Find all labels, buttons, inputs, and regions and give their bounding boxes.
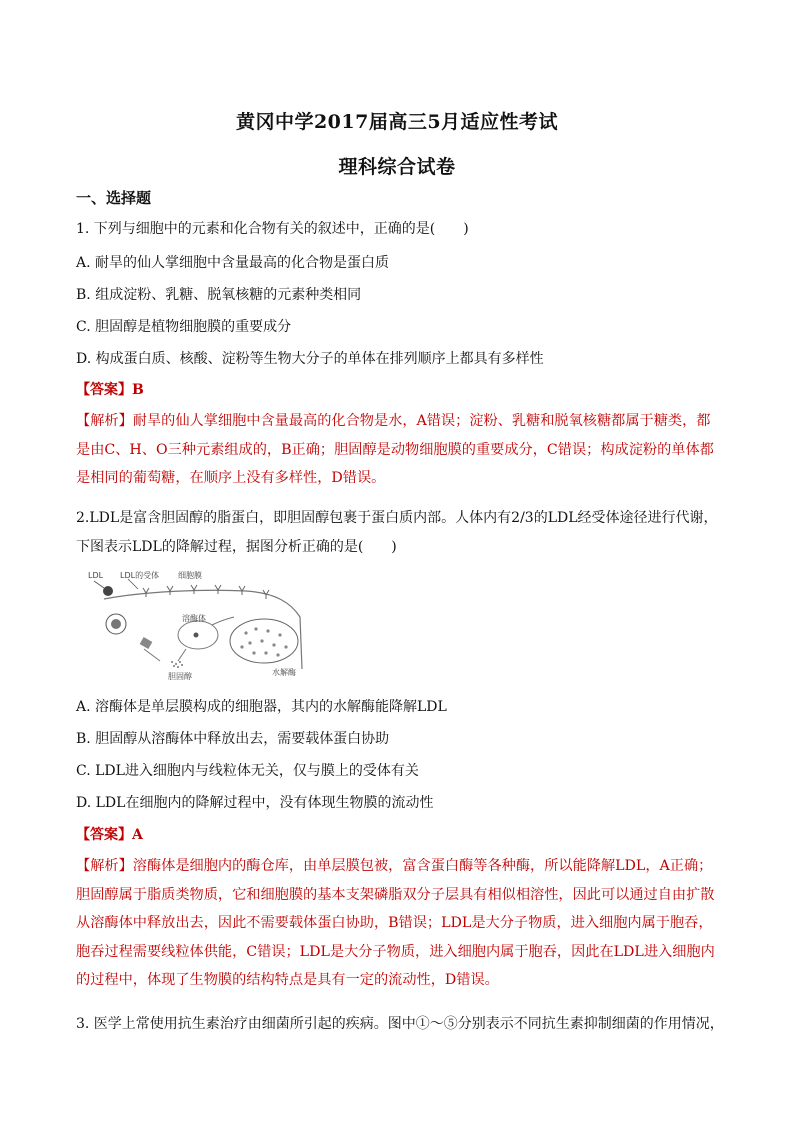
cell-membrane-line: [104, 590, 302, 669]
ldl-particle: [103, 586, 113, 596]
lysosome-dot: [194, 633, 199, 638]
enzyme-dots: [240, 627, 287, 656]
exam-title: 黄冈中学2017届高三5月适应性考试: [235, 111, 559, 133]
small-vesicle: [140, 637, 153, 649]
q2-explanation: 【解析】溶酶体是细胞内的酶仓库，由单层膜包被，富含蛋白酶等各种酶，所以能降解LDL，A正确；胆固醇属于脂质类物质，它和细胞膜的基本支架磷脂双分子层具有相似相溶性，因此可以通过自由扩散从溶酶体中释放出去，因此不需要载体蛋白协助，B错误；LDL是大分子物质，进入细胞内属于胞吞，胞吞过程需要线粒体供能，C错误；LDL是大分子物质，进入细胞内属于胞吞，因此在LDL进入细胞内的过程中，体现了生物膜的结构特点是具有一定的流动性，D错误。: [76, 858, 715, 989]
q1-explanation: 【解析】耐旱的仙人掌细胞中含量最高的化合物是水，A错误；淀粉、乳糖和脱氧核糖都属于糖类，都是由C、H、O三种元素组成的，B正确；胆固醇是动物细胞膜的重要成分，C错误；构成淀粉的单体都是相同的葡萄糖，在顺序上没有多样性，D错误。: [76, 413, 714, 487]
exam-subtitle: 理科综合试卷: [338, 156, 456, 178]
q1-stem: 1. 下列与细胞中的元素和化合物有关的叙述中，正确的是( ): [76, 221, 469, 237]
ldl-degradation-figure: [86, 569, 318, 681]
receptor-pointer: [128, 579, 138, 589]
vesicle-core: [111, 619, 121, 629]
cholesterol-dots: [171, 661, 183, 668]
arrow-line: [144, 649, 160, 661]
q2-option-a: A. 溶酶体是单层膜构成的细胞器，其内的水解酶能降解LDL: [76, 699, 447, 715]
q2-answer: 【答案】A: [76, 827, 143, 843]
membrane-label: 细胞膜: [178, 571, 202, 580]
cholesterol-label: 胆固醇: [168, 672, 192, 681]
ldl-pointer: [94, 581, 104, 588]
receptor-label: LDL的受体: [120, 571, 160, 580]
lysosome-tail: [212, 617, 234, 625]
q2-option-d: D. LDL在细胞内的降解过程中，没有体现生物膜的流动性: [76, 795, 434, 811]
section-heading: 一、选择题: [76, 189, 152, 207]
lysosome-label: 溶酶体: [182, 614, 206, 623]
q3-stem-line1: 3. 医学上常使用抗生素治疗由细菌所引起的疾病。图中①～⑤分别表示不同抗生素抑制细菌的作用情况，: [76, 1016, 724, 1032]
q2-option-c: C. LDL进入细胞内与线粒体无关，仅与膜上的受体有关: [76, 763, 419, 779]
q1-answer: 【答案】B: [76, 382, 144, 398]
q1-option-a: A. 耐旱的仙人掌细胞中含量最高的化合物是蛋白质: [76, 255, 390, 271]
q1-option-c: C. 胆固醇是植物细胞膜的重要成分: [76, 319, 292, 335]
q2-stem-line2: 下图表示LDL的降解过程，据图分析正确的是( ): [76, 539, 397, 555]
enzyme-vacuole: [230, 619, 298, 663]
ldl-label: LDL: [88, 571, 104, 580]
arrow-line-2: [178, 649, 186, 661]
q2-option-b: B. 胆固醇从溶酶体中释放出去，需要载体蛋白协助: [76, 731, 390, 747]
q1-option-b: B. 组成淀粉、乳糖、脱氧核糖的元素种类相同: [76, 287, 362, 303]
q2-stem-line1: 2.LDL是富含胆固醇的脂蛋白，即胆固醇包裹于蛋白质内部。人体内有2/3的LDL经受体途径进行代谢，: [76, 510, 718, 526]
enzyme-label: 水解酶: [272, 668, 296, 677]
q1-option-d: D. 构成蛋白质、核酸、淀粉等生物大分子的单体在排列顺序上都具有多样性: [76, 351, 544, 367]
